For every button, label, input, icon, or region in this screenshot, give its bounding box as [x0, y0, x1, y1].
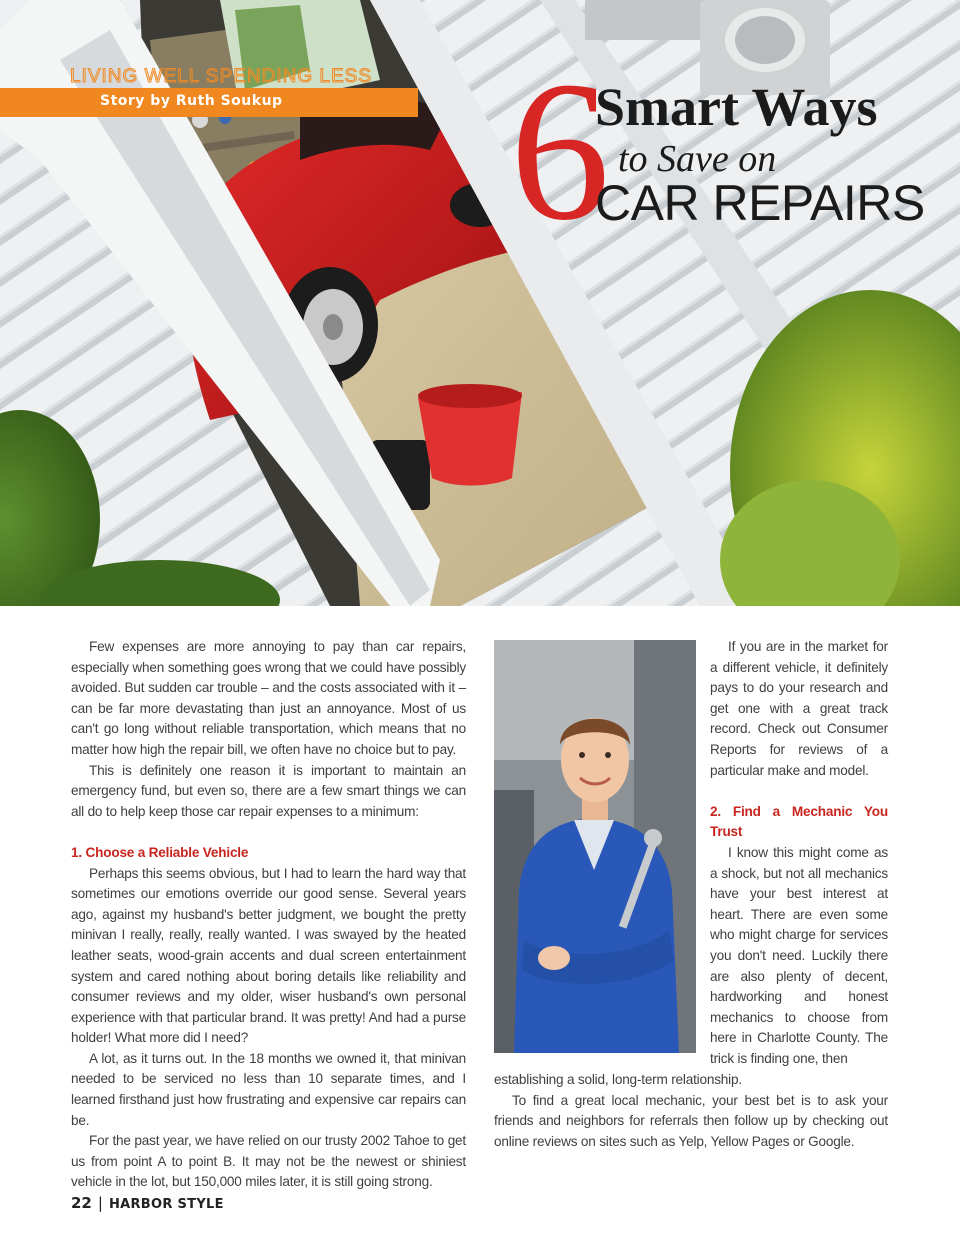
section-kicker: LIVING WELL SPENDING LESS — [70, 66, 372, 87]
paragraph: This is definitely one reason it is important to maintain an emergency fund, but even so, there are a few smart things we can all do to help keep those car repair expenses to a minimum: — [71, 762, 466, 819]
article-column-right-narrow — [710, 637, 888, 1069]
headline-line-3: CAR REPAIRS — [595, 175, 925, 231]
headline-number: 6 — [510, 41, 610, 262]
mechanic-illustration — [494, 640, 696, 1053]
paragraph: For the past year, we have relied on our trusty 2002 Tahoe to get us from point A to point B. It may not be the newest or shiniest vehicle in the lot, but 150,000 miles later, it is still going strong. — [71, 1133, 466, 1190]
paragraph: Perhaps this seems obvious, but I had to learn the hard way that sometimes our emotions override our good sense. Several years ago, against my husband's better judgment, we bought the pretty minivan I really, really, really wanted. I was swayed by the heated leather seats, wood-grain accents and dual screen entertainment system and cared nothing about boring details like reliability and consumer reviews and my older, wiser husband's own personal experience with that particular brand. It was pretty! And had a purse holder! What more did I need? — [71, 865, 466, 1046]
page-number: 22 — [71, 1194, 92, 1212]
magazine-name: HARBOR STYLE — [108, 1197, 224, 1212]
section-heading: 2. Find a Mechanic You Trust — [710, 803, 888, 840]
byline: Story by Ruth Soukup — [100, 93, 283, 109]
footer-separator: | — [97, 1194, 103, 1212]
headline-line-2: to Save on — [618, 138, 777, 180]
article-column-right-wide — [494, 1070, 888, 1152]
headline-line-1: Smart Ways — [595, 77, 878, 137]
paragraph: A lot, as it turns out. In the 18 months we owned it, that minivan needed to be serviced no less than 10 separate times, and I learned firsthand just how frustrating and expensive car repairs can be. — [71, 1050, 466, 1128]
mechanic-photo — [494, 640, 696, 1053]
paragraph: To find a great local mechanic, your best bet is to ask your friends and neighbors for referrals then follow up by checking out online reviews on sites such as Yelp, Yellow Pages or Google. — [494, 1092, 888, 1149]
section-heading: 1. Choose a Reliable Vehicle — [71, 844, 249, 860]
paragraph: If you are in the market for a different vehicle, it definitely pays to do your research and get one with a great track record. Check out Consumer Reports for reviews of a particular make and model. — [710, 639, 888, 778]
paragraph: Few expenses are more annoying to pay than car repairs, especially when something goes wrong that we could have possibly avoided. But sudden car trouble – and the costs associated with it – can be far more devastating than just an annoyance. Most of us can't go long without reliable transportation, which means that no matter how high the repair bill, we often have no choice but to pay. — [71, 639, 466, 757]
page-footer — [71, 1193, 224, 1212]
paragraph: I know this might come as a shock, but not all mechanics have your best interest at heart. There are even some who might charge for services you don't need. Luckily there are also plenty of decent, hardworking and honest mechanics to choose from here in Charlotte County. The trick is finding one, then — [710, 844, 888, 1066]
article-column-left — [71, 637, 466, 1193]
paragraph-continued: establishing a solid, long-term relationship. — [494, 1072, 742, 1087]
hero-photo — [0, 0, 960, 606]
